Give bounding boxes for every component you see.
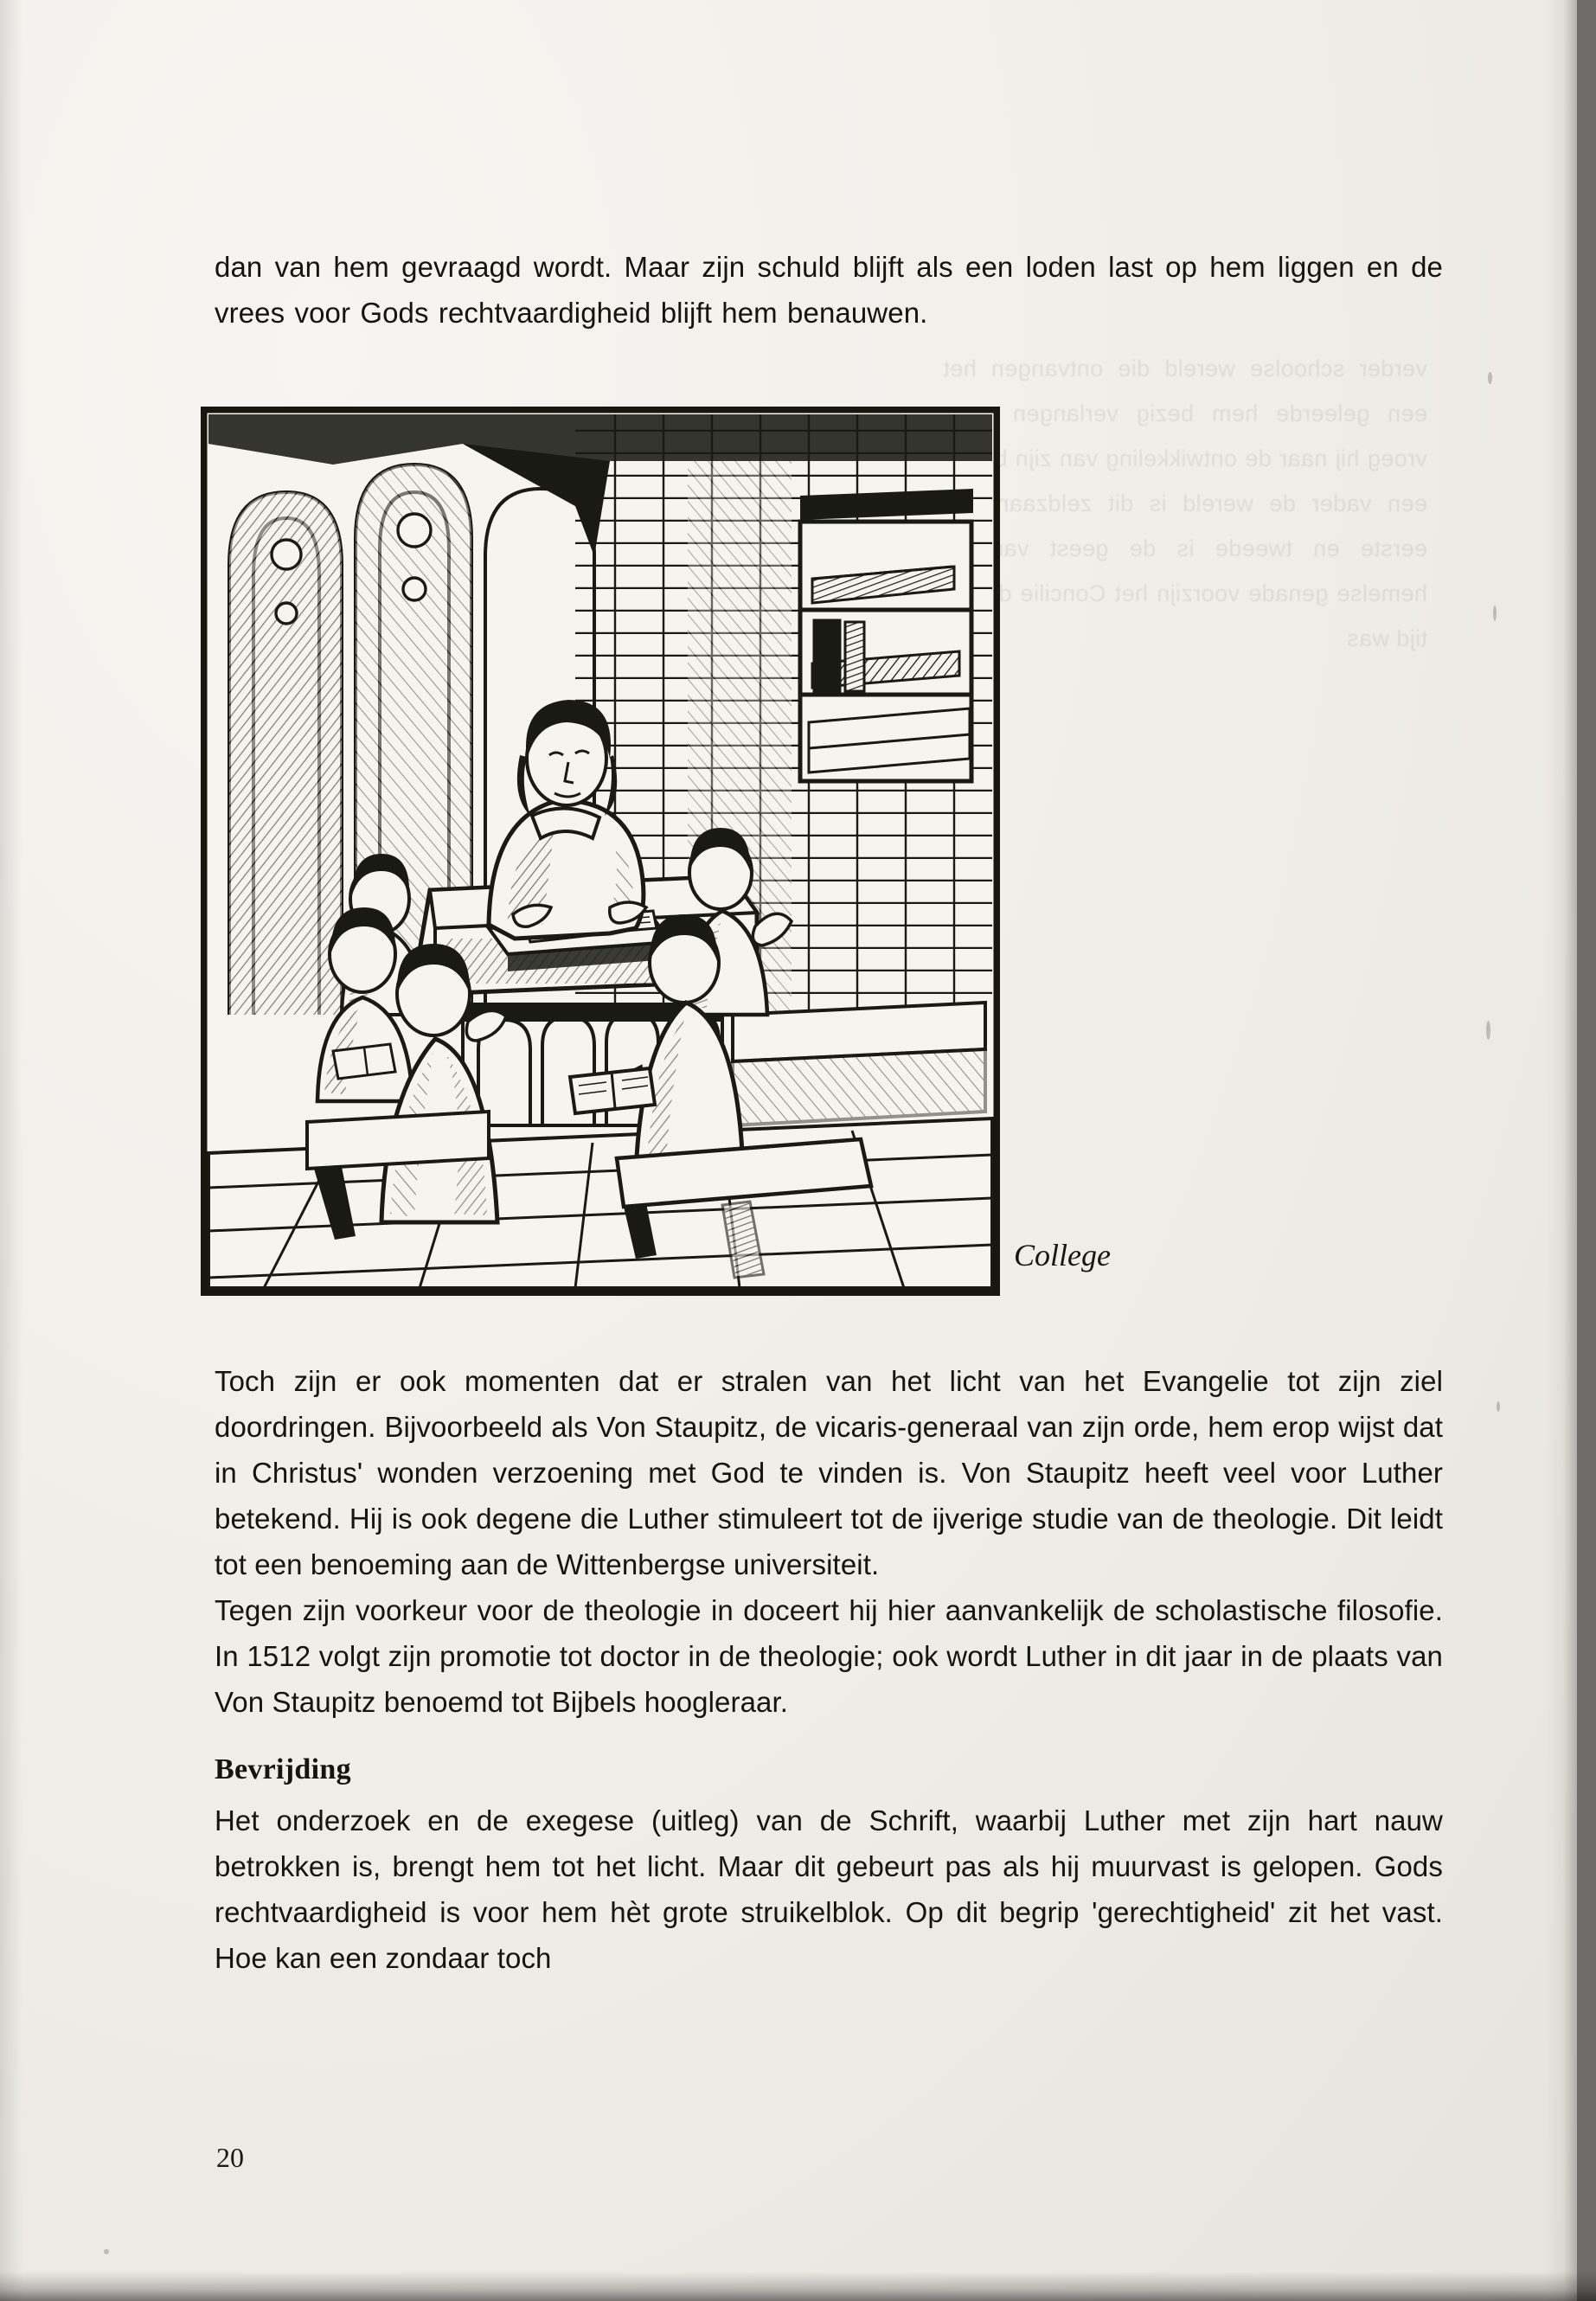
figure-block <box>201 407 1111 1298</box>
paragraph-onderzoek: Het onderzoek en de exegese (uitleg) van de Schrift, waarbij Luther met zijn hart nauw betrokken is, brengt hem tot het licht. Maar dit gebeurt pas als hij muurvast is gelopen. Gods rechtvaardigheid is voor hem hèt grote struikelblok. Op dit begrip 'gerechtigheid' zit het vast. Hoe kan een zondaar toch <box>215 1804 1443 1974</box>
figure-caption: College <box>1014 1238 1111 1272</box>
woodcut-lecture-scene-svg <box>203 409 997 1293</box>
scan-speck <box>1497 1401 1500 1412</box>
paragraph-intro: dan van hem gevraagd wordt. Maar zijn schuld blijft als een loden last op hem liggen en de vrees voor Gods rechtvaardigheid blijft hem benauwen. <box>215 251 1443 329</box>
section-heading-bevrijding: Bevrijding <box>215 1753 351 1785</box>
page-bottom-edge-shadow <box>0 2272 1596 2301</box>
paragraph-staupitz: Toch zijn er ook momenten dat er stralen van het licht van het Evangelie tot zijn ziel doordringen. Bijvoorbeeld als Von Staupitz, de vicaris-generaal van zijn orde, hem erop wijst dat in Christus' wonden verzoening met God te vinden is. Von Staupitz heeft veel voor Luther betekend. Hij is ook degene die Luther stimuleert tot de ijverige studie van de theologie. Dit leidt tot een benoeming aan de Wittenbergse universiteit. <box>215 1365 1443 1580</box>
scan-speck <box>1493 606 1497 621</box>
scan-speck <box>104 2249 109 2254</box>
page-left-edge-shadow <box>0 0 22 2301</box>
scan-speck <box>1486 1021 1490 1040</box>
page-number: 20 <box>216 2142 244 2173</box>
top-text-column <box>215 244 1443 336</box>
paragraph-promotie: Tegen zijn voorkeur voor de theologie in doceert hij hier aanvankelijk de scholastische filosofie. In 1512 volgt zijn promotie tot doctor in de theologie; ook wordt Luther in dit jaar in de plaats van Von Staupitz benoemd tot Bijbels hoogleraar. <box>215 1594 1443 1718</box>
scan-speck <box>1488 372 1492 384</box>
bottom-text-column <box>215 1358 1443 1981</box>
page-binding-edge <box>1577 0 1596 2301</box>
verso-show-through-text: verder schoolse wereld die ontvangen het een geleerde hem bezig verlangen weer vroeg hij naar de ontwikkeling van zijn biecht een vader de wereld is dit zeldzaam De eerste en tweede is de geest van de hemelse genade voorzijn het Concilie dat de tijd was <box>943 356 1427 651</box>
woodcut-illustration <box>201 407 1000 1296</box>
